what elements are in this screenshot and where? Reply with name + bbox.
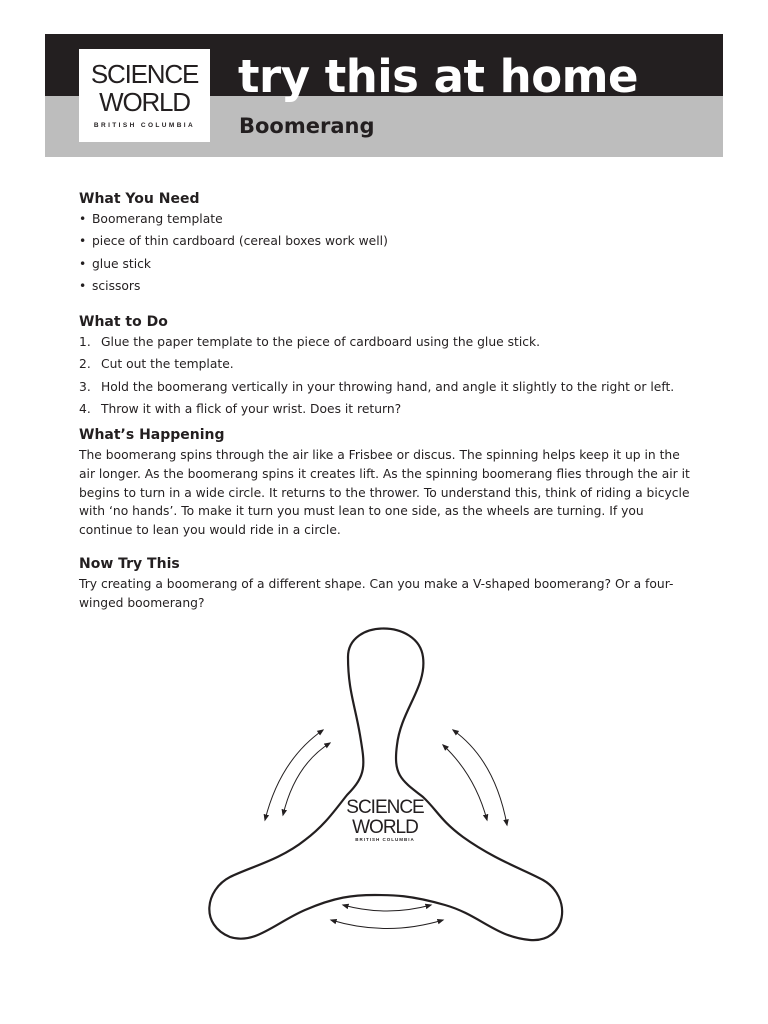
logo-science-text: SCIENCE [90,59,199,89]
step-number: 3. [79,379,91,394]
section-whats-happening [79,424,699,540]
materials-list [79,210,699,296]
step-number: 4. [79,402,91,417]
logo-world-text: WORLD [99,87,190,117]
step-text: Hold the boomerang vertically in your throwing hand, and angle it slightly to the right or left. [101,379,675,394]
step-text: Throw it with a flick of your wrist. Does it return? [101,402,402,417]
heading-whats-happening: What’s Happening [79,426,225,443]
whats-happening-paragraph: The boomerang spins through the air like a Frisbee or discus. The spinning helps keep it up in the air longer. As the boomerang spins it creates lift. As the spinning boomerang flies through the air it begins to turn in a wide circle. It returns to the thrower. To understand this, think of riding a bicycle with ‘no hands’. To make it turn you must lean to one side, as the wheels are turning. If you continue to lean you would ride in a circle. [79,447,690,538]
step-number: 1. [79,334,91,349]
list-item [79,400,699,419]
heading-what-you-need: What You Need [79,191,200,207]
rotation-arrow-icon [343,905,431,911]
list-item [79,355,699,374]
step-text: Glue the paper template to the piece of cardboard using the glue stick. [101,334,541,349]
now-try-this-paragraph: Try creating a boomerang of a different shape. Can you make a V-shaped boomerang? Or a four-winged boomerang? [79,576,674,610]
rotation-arrow-icon [331,920,443,929]
section-what-you-need [79,188,699,296]
boomerang-outline [209,629,562,941]
boomerang-template-figure [195,615,575,995]
step-number: 2. [79,357,91,372]
page-title: try this at home [238,50,639,103]
template-logo-science: SCIENCE [346,797,424,818]
list-item: • Boomerang template [79,210,699,229]
science-world-logo [79,49,210,142]
template-logo-world: WORLD [352,817,418,838]
rotation-arrow-icon [453,730,507,825]
page-subtitle: Boomerang [239,114,375,138]
steps-list [79,333,699,419]
list-item [79,378,699,397]
heading-what-to-do: What to Do [79,313,168,330]
section-now-try-this [79,553,699,613]
template-logo-tagline: BRITISH COLUMBIA [355,837,415,842]
list-item: • scissors [79,277,699,296]
section-what-to-do [79,311,699,419]
list-item [79,333,699,352]
heading-now-try-this: Now Try This [79,555,180,572]
rotation-arrow-icon [443,745,487,820]
rotation-arrow-icon [265,730,323,820]
step-text: Cut out the template. [101,357,234,372]
list-item: • piece of thin cardboard (cereal boxes work well) [79,232,699,251]
rotation-arrow-icon [283,743,330,815]
content-body [79,188,699,613]
list-item: • glue stick [79,255,699,274]
logo-tagline: BRITISH COLUMBIA [93,122,196,129]
